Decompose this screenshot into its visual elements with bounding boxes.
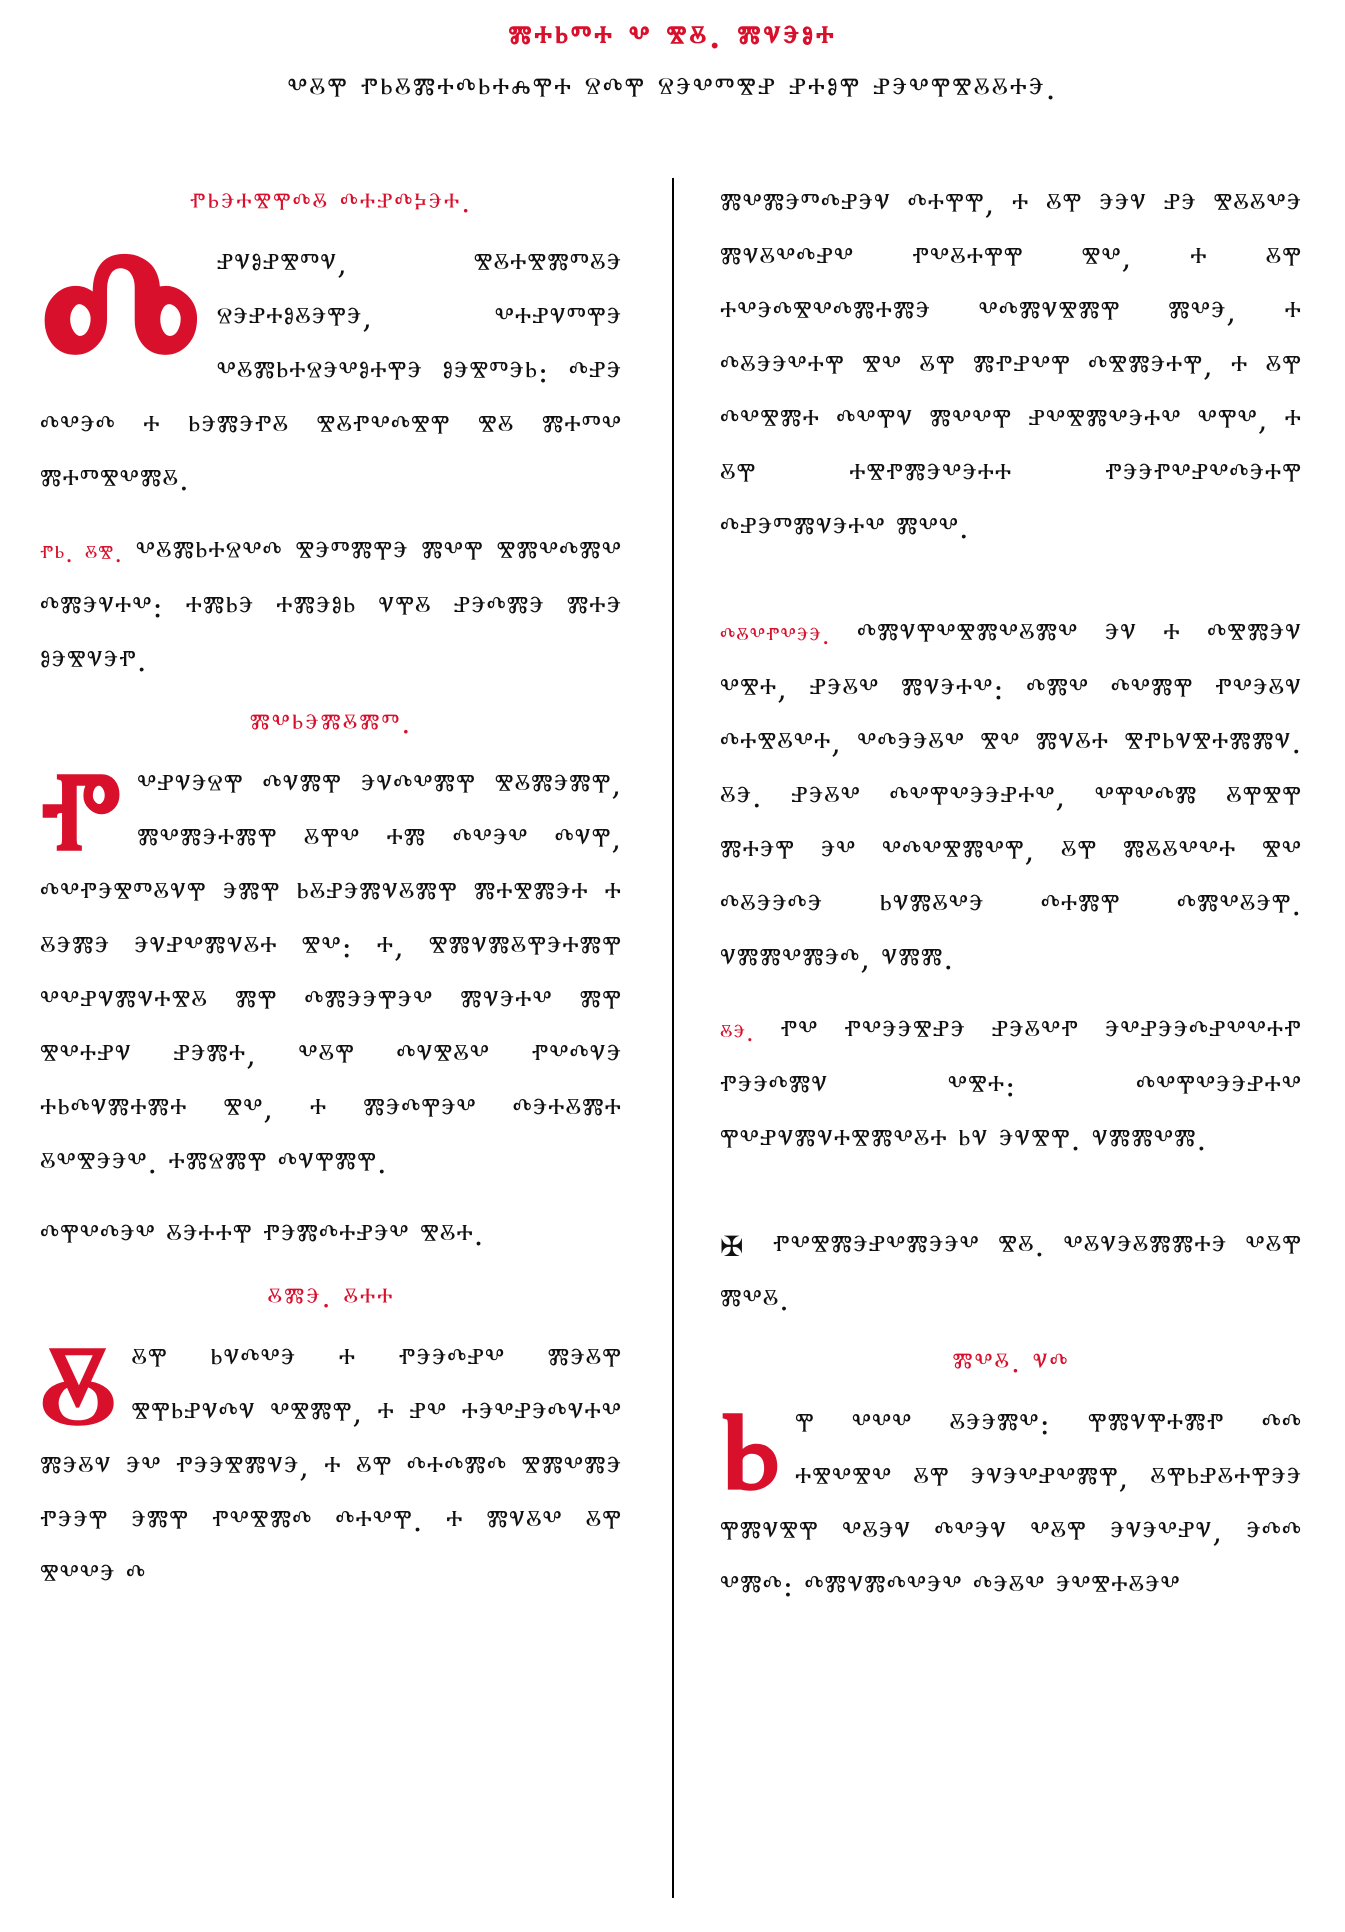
paragraph-text: ⰴⰿⱌⰹⰲⰺⰿⰲⰻⰿⰲ ⰵⱌ ⰰ ⰴⰺⰿⰵⱌ ⰲⰺⰰ, ⱀⰵⰻⰲ ⰿⱌⰵⰰⰲ: ⰴⰿⰲ ⰴⰲⰿⰹ ⱂⰲⰵⰻⱌ ⰴⰰⰺⰻⰲⰰ, ⰲⰴⰵⰵⰻⰲ ⰺⰲ ⰿⱌⰻⰰ ⰺⱂⱃⱌⰺⰰⰿⰿⱌ. ⰻⰵ. ⱀⰵⰻⰲ ⰴⰲⰹⰲⰵⰵⱀⰰⰲ, ⰲⰹⰲⰴⰿ ⰻⰹⰺⰹ ⰿⰰⰵⰹ ⰵⰲ ⰲⰴⰲⰺⰿⰲⰹ, ⰻⰹ ⰿⰻⰻⰲⰲⰰ ⰺⰲ ⰴⰻⰵⰵⰴⰵ ⱃⱌⰿⰻⰲⰵ ⰴⰰⰿⰹ ⰴⰿⰲⰻⰵⰹ. ⱌⰿⰿⰲⰿⰵⰴ, ⱌⰿⰿ. xyxy=(720,617,1302,977)
paragraph xyxy=(720,1220,1302,1328)
right-column xyxy=(720,178,1302,1614)
paragraph-text: ⰻⰹ ⱃⱌⰴⰲⰵ ⰰ ⱂⰵⰵⰴⱀⰲ ⰿⰵⰻⰹ ⰺⰹⱃⱀⱌⰴⱌ ⰲⰺⰿⰹ, ⰰ ⱀⰲ ⰰⰵⰲⱀⰵⰴⱌⰰⰲ ⰿⰵⰻⱌ ⰵⰲ ⱂⰵⰵⰺⰿⱌⰵ, ⰰ ⰻⰹ ⰴⰰⰴⰿⰴ ⰺⰿⰲⰿⰵ ⱂⰵⰵⰹ ⰵⰿⰹ ⱂⰲⰺⰿⰴ ⰴⰰⰲⰹ. ⰰ ⰿⱌⰻⰲ ⰻⰹ ⰺⰲⰲⰵ ⰴ xyxy=(40,1342,622,1593)
cross-icon: ✠ xyxy=(720,1230,745,1263)
paragraph-text: ⰲⱀⱌⰵⱄⰹ ⰴⱌⰿⰹ ⰵⱌⰴⰲⰿⰹ ⰺⰻⰿⰵⰿⰹ, ⰿⰲⰿⰵⰰⰿⰹ ⰻⰹⰲ ⰰⰿ ⰴⰲⰵⰲ ⰴⱌⰹ, ⰴⰲⱂⰵⰺⱅⰻⱌⰹ ⰵⰿⰹ ⱃⰻⱀⰵⰿⱌⰻⰿⰹ ⰿⰰⰺⰿⰵⰰ ⰰ ⰻⰵⰿⰵ ⰵⱌⱀⰲⰿⱌⰻⰰ ⰺⰲ: ⰰ, ⰺⰿⱌⰿⰻⰹⰵⰰⰿⰹ ⰲⰲⱀⱌⰿⱌⰰⰺⰻ ⰿⰹ ⰴⰿⰵⰵⰹⰵⰲ ⰿⱌⰵⰰⰲ ⰿⰹ ⰺⰲⰰⱀⱌ ⱀⰵⰿⰰ, ⰲⰻⰹ ⰴⱌⰺⰻⰲ ⱂⰲⰴⱌⰵ ⰰⱃⰴⱌⰿⰰⰿⰰ ⰺⰲ, ⰰ ⰿⰵⰴⰹⰵⰲ ⰴⰵⰰⰻⰿⰰ ⰻⰲⰺⰵⰵⰲ. ⰰⰿⱄⰿⰹ ⰴⱌⰹⰿⰹ. xyxy=(40,768,622,1181)
paragraph-text: ⰹ ⰲⰲⰲ ⰻⰵⰵⰿⰲ: ⰹⰿⱌⰹⰰⰿⱂ ⰴⰴ ⰰⰺⰲⰺⰲ ⰻⰹ ⰵⱌⰵⰲⱀⰲⰿⰹ, ⰻⰹⱃⱀⰻⰰⰹⰵⰵ ⰹⰿⱌⰺⰹ ⰲⰻⰵⱌ ⰴⰲⰵⱌ ⰲⰻⰹ ⰵⱌⰵⰲⱀⱌ, ⰵⰴⰴ ⰲⰿⰴ: ⰴⰿⱌⰿⰴⰲⰵⰲ ⰴⰵⰻⰲ ⰵⰲⰺⰰⰻⰵⰲ xyxy=(720,1407,1302,1604)
paragraph-text: ⱂⰲⰺⰿⰵⱀⰲⰿⰵⰵⰲ ⰺⰻ. ⰲⰻⱌⰵⰻⰿⰿⰰⰵ ⰲⰻⰹ ⰿⰲⰻ. xyxy=(720,1229,1302,1318)
paragraph xyxy=(40,1320,622,1603)
paragraph xyxy=(40,205,622,508)
paragraph-text: ⱀⱌⱁⱀⰺⱅⱌ, ⰺⰻⰰⰺⰿⱅⰻⰵ ⱄⰵⱀⰰⱁⰻⰵⰹⰵ, ⰲⰰⱀⱌⱅⰹⰵ ⰲⰻⰿⱃⰰⱄⰵⰲⱁⰰⰹⰵ ⱁⰵⰺⱅⰵⱃ: ⰴⱀⰵ ⰴⰲⰵⰴ ⰰ ⱃⰵⰿⰵⱂⰻ ⰺⰻⱂⰲⰴⰺⰹ ⰺⰻ ⰿⰰⱅⰲ ⰿⰰⱅⰺⰲⰿⰻ. xyxy=(40,247,622,498)
paragraph-text: ⱂⰲ ⱂⰲⰵⰵⰺⱀⰵ ⱀⰵⰻⰲⱂ ⰵⰲⱀⰵⰵⰴⱀⰲⰲⰰⱂ ⱂⰵⰵⰴⰿⱌ ⰲⰺⰰ: ⰴⰲⰹⰲⰵⰵⱀⰰⰲ ⰹⰲⱀⱌⰿⱌⰰⰺⰿⰲⰻⰰ ⱃⱌ ⰵⱌⰺⰹ. ⱌⰿⰿⰲⰿ. xyxy=(720,1014,1302,1158)
paragraph xyxy=(40,1209,622,1263)
paragraph xyxy=(720,1005,1302,1168)
verse-marker: ⱂⱃ. ⰻⰺ. xyxy=(40,540,123,568)
dropcap: Ⱂ xyxy=(40,746,124,875)
column-divider xyxy=(672,178,674,1898)
verse-marker: ⰻⰵ. xyxy=(720,1019,755,1047)
paragraph xyxy=(720,608,1302,987)
spacer xyxy=(720,574,1302,608)
paragraph-text: ⰲⰻⰿⱃⰰⱄⰲⰴ ⰺⰵⱅⰿⰹⰵ ⰿⰲⰹ ⰺⰿⰲⰴⰿⰲ ⰴⰿⰵⱌⰰⰲ: ⰰⰿⱃⰵ ⰰⰿⰵⱁⱃ ⱌⰹⰻ ⱀⰵⰴⰿⰵ ⰿⰰⰵ ⱁⰵⰺⱌⰵⱂ. xyxy=(40,535,622,679)
page-title: ⰿⰰⱃⱅⰰ ⰲ ⰺⰻ. ⰿⱌⰵⱁⰰ xyxy=(508,18,837,56)
spacer xyxy=(720,1186,1302,1220)
section-heading: ⰿⰲⰻ. ⱌⰴ xyxy=(952,1346,1070,1379)
paragraph xyxy=(40,526,622,689)
left-column xyxy=(40,178,622,1603)
page-subtitle: ⰲⰻⰹ ⱂⱃⰻⰿⰰⰴⱃⰰⰾⰹⰰ ⱄⰴⰹ ⱄⰵⰲⱅⰺⱀ ⱀⰰⱁⰹ ⱀⰵⰲⰹⰺⰻⰻⰰⰵ. xyxy=(287,71,1058,107)
section-heading: ⱂⱃⰵⰰⰺⰹⰴⰻ ⰴⰰⱀⰴⰽⰵⰰ. xyxy=(189,186,473,219)
paragraph-text: ⰴⰹⰲⰴⰵⰲ ⰻⰵⰰⰰⰹ ⱂⰵⰿⰴⰰⱀⰵⰲ ⰺⰻⰰ. xyxy=(40,1218,485,1253)
dropcap: Ⰴ xyxy=(40,205,203,428)
section-heading: ⰻⰿⰵ. ⰻⰰⰰ xyxy=(267,1281,395,1314)
page-header xyxy=(0,18,1345,108)
paragraph xyxy=(720,1385,1302,1614)
paragraph-text: ⰿⰲⰿⰵⱅⰴⱀⰵⱌ ⰴⰰⰹⰹ, ⰰ ⰻⰹ ⰵⰵⱌ ⱀⰵ ⰺⰻⰻⰲⰵ ⰿⱌⰻⰲⰴⱀⰲ ⱂⰲⰻⰰⰹⰹ ⰺⰲ, ⰰ ⰻⰹ ⰰⰲⰵⰴⰺⰲⰴⰿⰰⰿⰵ ⰲⰴⰿⱌⰺⰿⰹ ⰿⰲⰵ, ⰰ ⰴⰻⰵⰵⰲⰰⰹ ⰺⰲ ⰻⰹ ⰿⱂⱀⰲⰹ ⰴⰺⰿⰵⰰⰹ, ⰰ ⰻⰹ ⰴⰲⰺⰿⰰ ⰴⰲⰹⱌ ⰿⰲⰲⰹ ⱀⰲⰺⰿⰲⰵⰰⰲ ⰲⰹⰲ, ⰰ ⰻⰹ ⰰⰺⱂⰿⰵⰲⰵⰰⰰ ⱂⰵⰵⱂⰲⱀⰲⰴⰵⰰⰹ ⰴⱀⰵⱅⰿⱌⰵⰰⰲ ⰿⰲⰲ. xyxy=(720,187,1302,546)
dropcap: Ⰻ xyxy=(40,1320,118,1449)
dropcap: Ⱃ xyxy=(720,1385,781,1514)
section-heading: ⰿⰲⱃⰵⰿⰻⰿⱅ. xyxy=(249,707,413,740)
verse-marker: ⰴⰻⰲⱂⰲⰵⰵ. xyxy=(720,622,831,650)
paragraph xyxy=(720,178,1302,556)
paragraph xyxy=(40,746,622,1191)
